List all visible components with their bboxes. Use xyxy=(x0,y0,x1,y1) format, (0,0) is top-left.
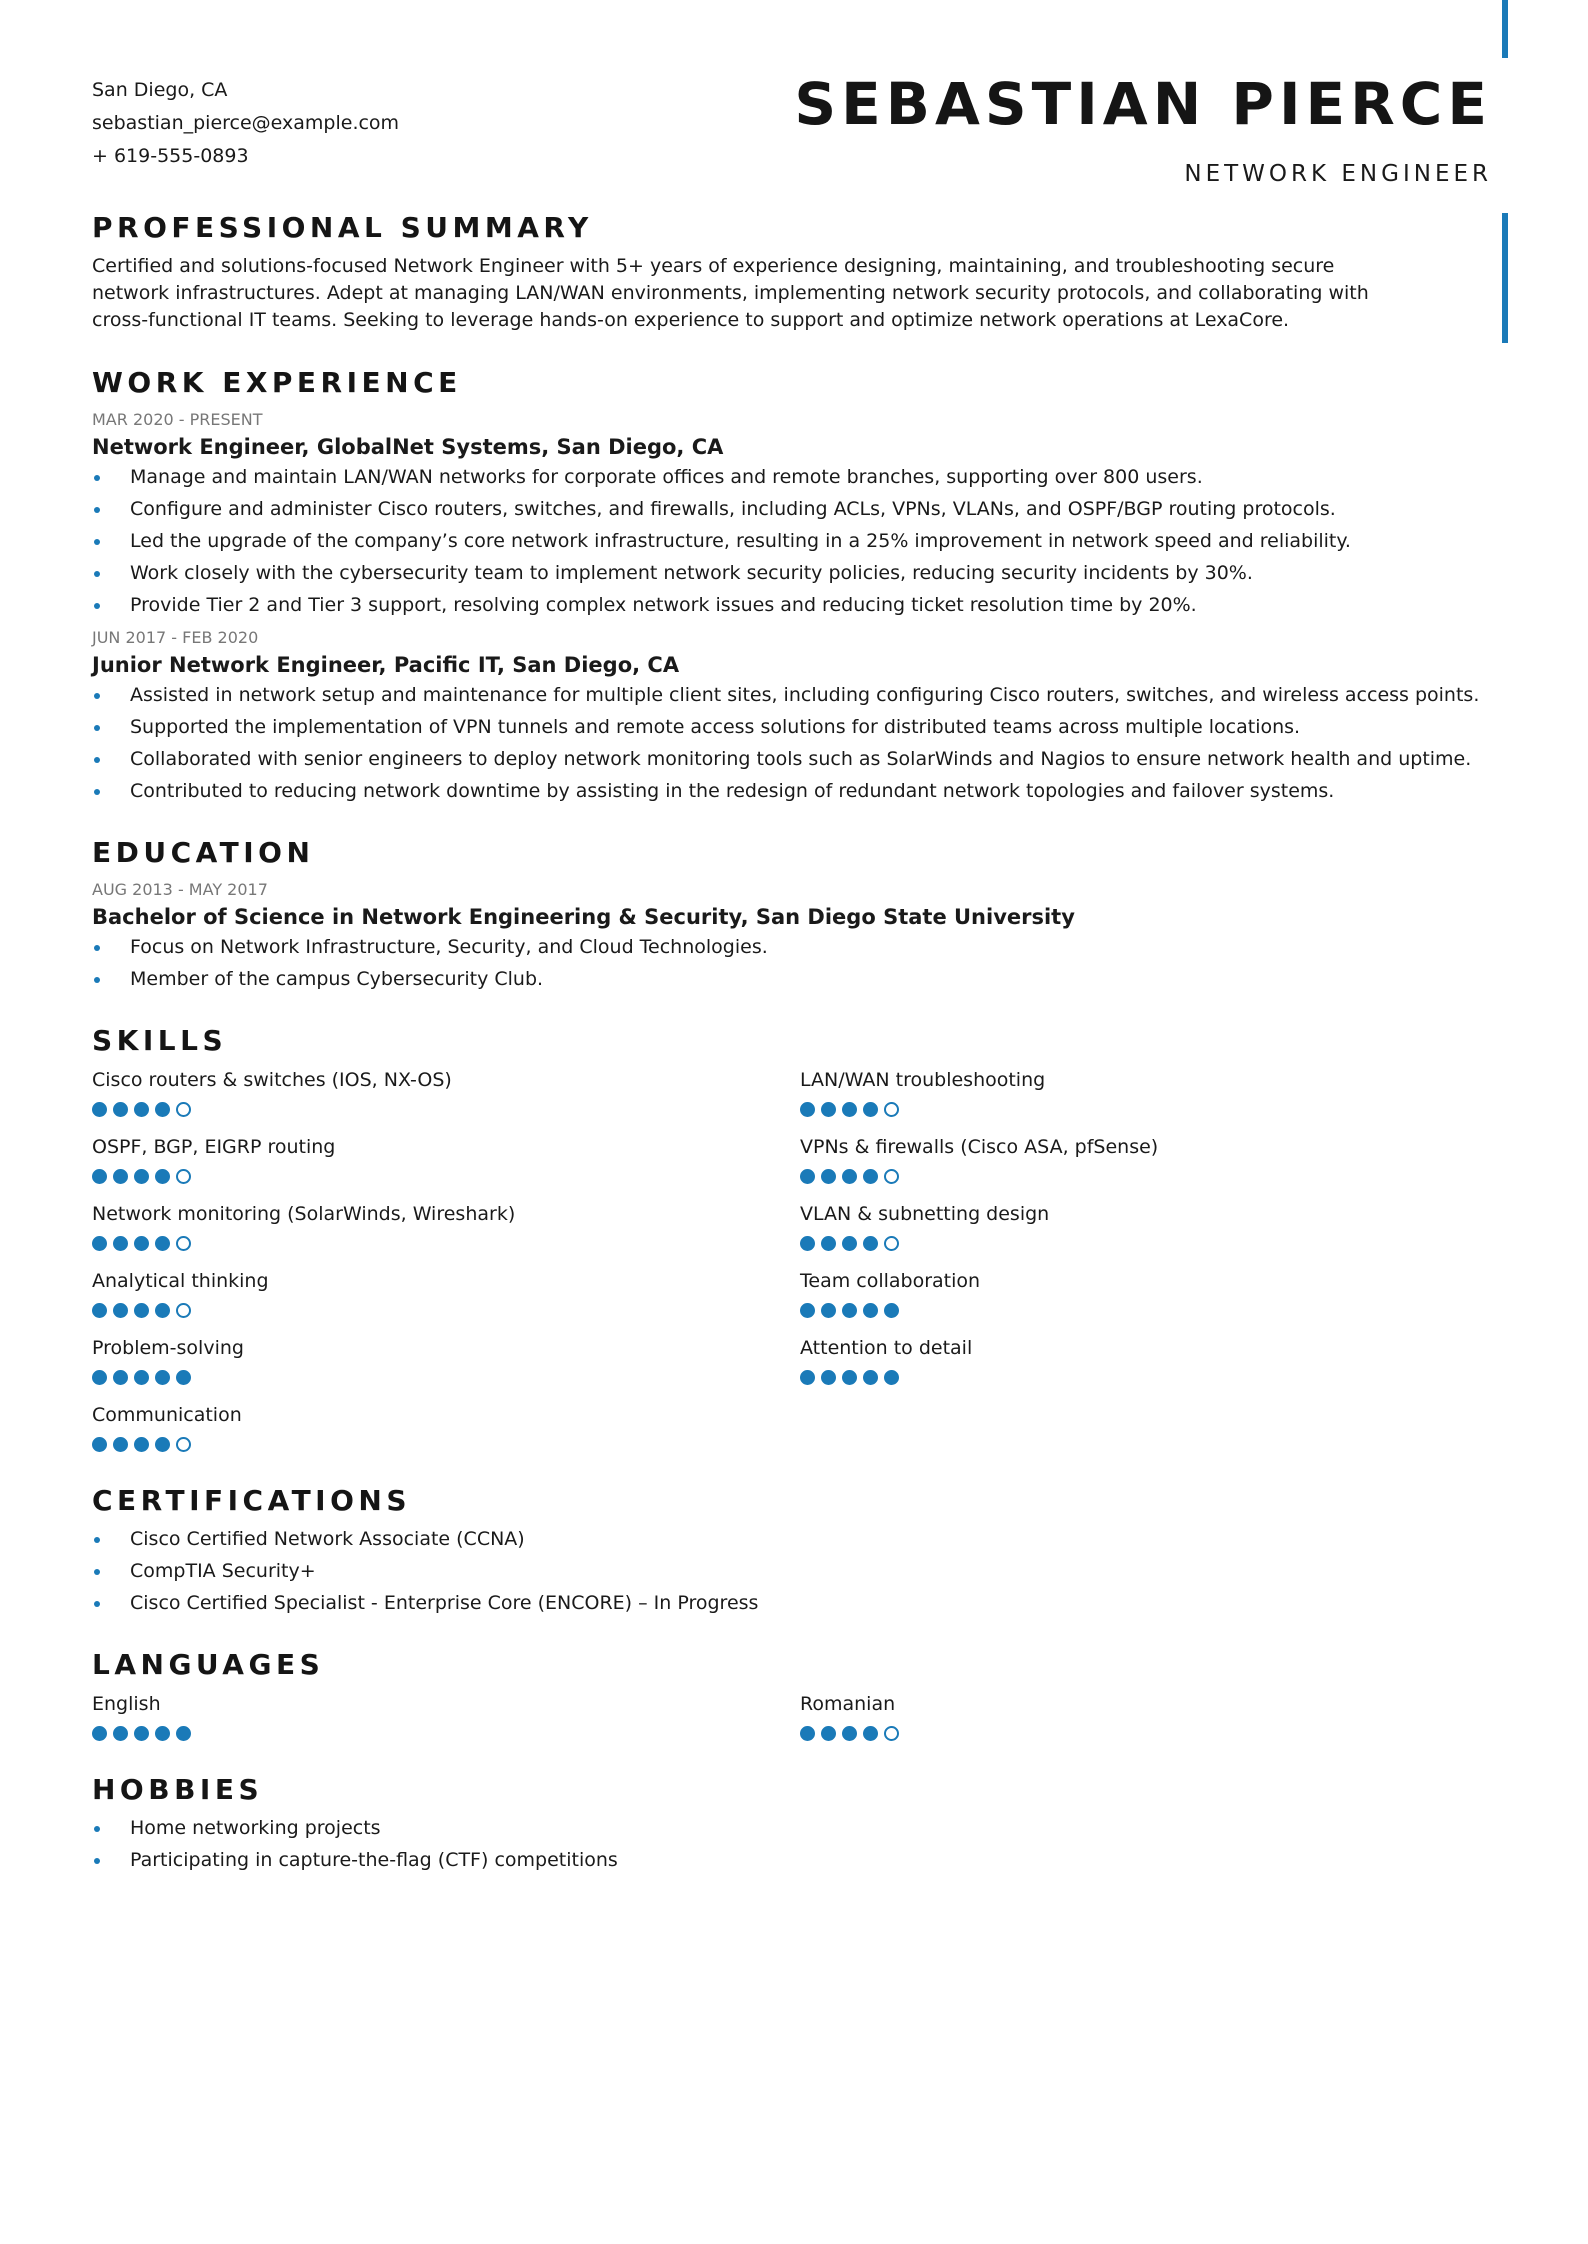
rating-dot-filled xyxy=(821,1370,836,1385)
rating-dot-empty xyxy=(176,1303,191,1318)
skill-item xyxy=(92,1200,800,1251)
skill-name: Attention to detail xyxy=(800,1337,973,1359)
summary-text: Certified and solutions-focused Network Engineer with 5+ years of experience designing, maintaining, and troubleshooting secure network infrastructures. Adept at managing LAN/WAN environments, implementing network security protocols, and collaborating with cross-functional IT teams. Seeking to leverage hands-on experience to support and optimize network operations at LexaCore. xyxy=(92,255,1369,331)
rating-dot-filled xyxy=(134,1236,149,1251)
skill-item xyxy=(800,1267,1508,1318)
rating-dot-filled xyxy=(113,1169,128,1184)
languages-grid xyxy=(92,1690,1512,1741)
rating-dot-filled xyxy=(134,1303,149,1318)
rating-dot-filled xyxy=(821,1303,836,1318)
language-item xyxy=(92,1690,800,1741)
skill-item xyxy=(800,1200,1508,1251)
certifications-list xyxy=(92,1526,1512,1616)
rating-dot-filled xyxy=(842,1303,857,1318)
bullet-item: Collaborated with senior engineers to deploy network monitoring tools such as SolarWinds and Nagios to ensure network health and uptime. xyxy=(92,746,1482,772)
rating-dot-empty xyxy=(884,1726,899,1741)
skill-rating xyxy=(800,1303,1508,1318)
certifications-section xyxy=(92,1482,1512,1616)
language-rating xyxy=(800,1726,1508,1741)
bullet-item: Contributed to reducing network downtime by assisting in the redesign of redundant network topologies and failover systems. xyxy=(92,778,1482,804)
certification-item: Cisco Certified Network Associate (CCNA) xyxy=(92,1526,1482,1552)
rating-dot-filled xyxy=(842,1169,857,1184)
rating-dot-filled xyxy=(821,1236,836,1251)
rating-dot-filled xyxy=(92,1726,107,1741)
skill-name: Communication xyxy=(92,1404,242,1426)
section-heading: LANGUAGES xyxy=(92,1648,325,1681)
rating-dot-empty xyxy=(884,1102,899,1117)
education-bullets xyxy=(92,934,1512,992)
rating-dot-filled xyxy=(155,1437,170,1452)
bullet-item: Assisted in network setup and maintenance for multiple client sites, including configuring Cisco routers, switches, and wireless access points. xyxy=(92,682,1482,708)
rating-dot-empty xyxy=(176,1102,191,1117)
language-name: Romanian xyxy=(800,1693,896,1715)
rating-dot-filled xyxy=(800,1726,815,1741)
skill-item xyxy=(92,1334,800,1385)
rating-dot-filled xyxy=(863,1169,878,1184)
rating-dot-filled xyxy=(176,1370,191,1385)
skill-rating xyxy=(800,1236,1508,1251)
skill-name: Analytical thinking xyxy=(92,1270,269,1292)
rating-dot-filled xyxy=(863,1726,878,1741)
hobby-item: Home networking projects xyxy=(92,1815,1482,1841)
section-heading: EDUCATION xyxy=(92,836,315,869)
bullet-item: Member of the campus Cybersecurity Club. xyxy=(92,966,1482,992)
bullet-item: Manage and maintain LAN/WAN networks for corporate offices and remote branches, supporting over 800 users. xyxy=(92,464,1482,490)
hobby-item: Participating in capture-the-flag (CTF) competitions xyxy=(92,1847,1482,1873)
rating-dot-filled xyxy=(113,1370,128,1385)
rating-dot-filled xyxy=(821,1169,836,1184)
bullet-item: Led the upgrade of the company’s core network infrastructure, resulting in a 25% improvement in network speed and reliability. xyxy=(92,528,1482,554)
skills-grid xyxy=(92,1066,1512,1452)
rating-dot-filled xyxy=(842,1236,857,1251)
skill-item xyxy=(800,1133,1508,1184)
section-heading: SKILLS xyxy=(92,1024,228,1057)
skill-item xyxy=(92,1066,800,1117)
skill-rating xyxy=(800,1102,1508,1117)
job-dates: JUN 2017 - FEB 2020 xyxy=(92,628,259,647)
rating-dot-filled xyxy=(134,1370,149,1385)
rating-dot-filled xyxy=(113,1102,128,1117)
candidate-title: NETWORK ENGINEER xyxy=(1184,161,1492,187)
bullet-item: Supported the implementation of VPN tunnels and remote access solutions for distributed teams across multiple locations. xyxy=(92,714,1482,740)
rating-dot-empty xyxy=(176,1169,191,1184)
candidate-name: SEBASTIAN PIERCE xyxy=(794,70,1492,138)
job-title: Network Engineer, GlobalNet Systems, San Diego, CA xyxy=(92,435,724,459)
rating-dot-filled xyxy=(134,1726,149,1741)
rating-dot-filled xyxy=(155,1370,170,1385)
rating-dot-empty xyxy=(884,1236,899,1251)
rating-dot-filled xyxy=(92,1236,107,1251)
certification-item: Cisco Certified Specialist - Enterprise Core (ENCORE) – In Progress xyxy=(92,1590,1482,1616)
contact-location: San Diego, CA xyxy=(92,79,228,101)
job-entry xyxy=(92,626,1512,804)
rating-dot-filled xyxy=(92,1437,107,1452)
skill-rating xyxy=(92,1169,800,1184)
job-dates: MAR 2020 - PRESENT xyxy=(92,410,263,429)
rating-dot-filled xyxy=(842,1370,857,1385)
section-heading: CERTIFICATIONS xyxy=(92,1484,412,1517)
skill-name: LAN/WAN troubleshooting xyxy=(800,1069,1046,1091)
skill-name: VLAN & subnetting design xyxy=(800,1203,1050,1225)
rating-dot-filled xyxy=(800,1236,815,1251)
languages-section xyxy=(92,1646,1512,1741)
rating-dot-filled xyxy=(92,1303,107,1318)
section-heading: WORK EXPERIENCE xyxy=(92,366,462,399)
skill-name: Network monitoring (SolarWinds, Wireshark) xyxy=(92,1203,516,1225)
rating-dot-filled xyxy=(134,1169,149,1184)
rating-dot-filled xyxy=(155,1726,170,1741)
rating-dot-filled xyxy=(92,1102,107,1117)
rating-dot-empty xyxy=(176,1236,191,1251)
language-item xyxy=(800,1690,1508,1741)
rating-dot-filled xyxy=(863,1303,878,1318)
summary-section xyxy=(92,209,1512,334)
bullet-item: Provide Tier 2 and Tier 3 support, resolving complex network issues and reducing ticket resolution time by 20%. xyxy=(92,592,1482,618)
section-heading: HOBBIES xyxy=(92,1773,264,1806)
rating-dot-filled xyxy=(842,1102,857,1117)
language-name: English xyxy=(92,1693,161,1715)
skill-rating xyxy=(92,1437,800,1452)
hobbies-section xyxy=(92,1771,1512,1873)
contact-phone: + 619-555-0893 xyxy=(92,145,249,167)
contact-info xyxy=(92,74,399,173)
rating-dot-filled xyxy=(800,1169,815,1184)
rating-dot-filled xyxy=(842,1726,857,1741)
skill-rating xyxy=(800,1169,1508,1184)
rating-dot-filled xyxy=(92,1370,107,1385)
rating-dot-filled xyxy=(821,1726,836,1741)
resume-content xyxy=(92,209,1512,1903)
skill-rating xyxy=(92,1102,800,1117)
rating-dot-filled xyxy=(884,1370,899,1385)
rating-dot-filled xyxy=(92,1169,107,1184)
skills-section xyxy=(92,1022,1512,1452)
skill-item xyxy=(800,1066,1508,1117)
skill-item xyxy=(92,1267,800,1318)
rating-dot-filled xyxy=(113,1303,128,1318)
degree-title: Bachelor of Science in Network Engineering & Security, San Diego State University xyxy=(92,905,1075,929)
skill-rating xyxy=(92,1303,800,1318)
bullet-item: Configure and administer Cisco routers, switches, and firewalls, including ACLs, VPNs, VLANs, and OSPF/BGP routing protocols. xyxy=(92,496,1482,522)
education-section xyxy=(92,834,1512,992)
rating-dot-filled xyxy=(884,1303,899,1318)
rating-dot-filled xyxy=(800,1370,815,1385)
skill-item xyxy=(92,1401,800,1452)
language-rating xyxy=(92,1726,800,1741)
rating-dot-filled xyxy=(155,1102,170,1117)
bullet-item: Work closely with the cybersecurity team to implement network security policies, reducing security incidents by 30%. xyxy=(92,560,1482,586)
rating-dot-filled xyxy=(113,1726,128,1741)
section-heading: PROFESSIONAL SUMMARY xyxy=(92,211,593,244)
skill-rating xyxy=(92,1236,800,1251)
certification-item: CompTIA Security+ xyxy=(92,1558,1482,1584)
rating-dot-filled xyxy=(113,1236,128,1251)
rating-dot-filled xyxy=(800,1102,815,1117)
skill-name: Team collaboration xyxy=(800,1270,981,1292)
accent-bar-top xyxy=(1502,0,1508,58)
rating-dot-empty xyxy=(176,1437,191,1452)
rating-dot-filled xyxy=(113,1437,128,1452)
experience-section xyxy=(92,364,1512,804)
rating-dot-filled xyxy=(134,1102,149,1117)
rating-dot-filled xyxy=(863,1236,878,1251)
skill-name: OSPF, BGP, EIGRP routing xyxy=(92,1136,336,1158)
contact-email: sebastian_pierce@example.com xyxy=(92,112,400,134)
rating-dot-filled xyxy=(863,1102,878,1117)
education-dates: AUG 2013 - MAY 2017 xyxy=(92,880,268,899)
rating-dot-empty xyxy=(884,1169,899,1184)
job-bullets xyxy=(92,464,1512,618)
rating-dot-filled xyxy=(863,1370,878,1385)
skill-name: VPNs & firewalls (Cisco ASA, pfSense) xyxy=(800,1136,1159,1158)
skill-item xyxy=(92,1133,800,1184)
rating-dot-filled xyxy=(821,1102,836,1117)
skill-name: Cisco routers & switches (IOS, NX-OS) xyxy=(92,1069,452,1091)
job-title: Junior Network Engineer, Pacific IT, San Diego, CA xyxy=(92,653,680,677)
rating-dot-filled xyxy=(134,1437,149,1452)
hobbies-list xyxy=(92,1815,1512,1873)
rating-dot-filled xyxy=(800,1303,815,1318)
job-bullets xyxy=(92,682,1512,804)
skill-name: Problem-solving xyxy=(92,1337,244,1359)
rating-dot-filled xyxy=(155,1236,170,1251)
rating-dot-filled xyxy=(155,1303,170,1318)
job-entry xyxy=(92,408,1512,618)
skill-rating xyxy=(92,1370,800,1385)
skill-item xyxy=(800,1334,1508,1385)
skill-rating xyxy=(800,1370,1508,1385)
rating-dot-filled xyxy=(155,1169,170,1184)
rating-dot-filled xyxy=(176,1726,191,1741)
bullet-item: Focus on Network Infrastructure, Security, and Cloud Technologies. xyxy=(92,934,1482,960)
